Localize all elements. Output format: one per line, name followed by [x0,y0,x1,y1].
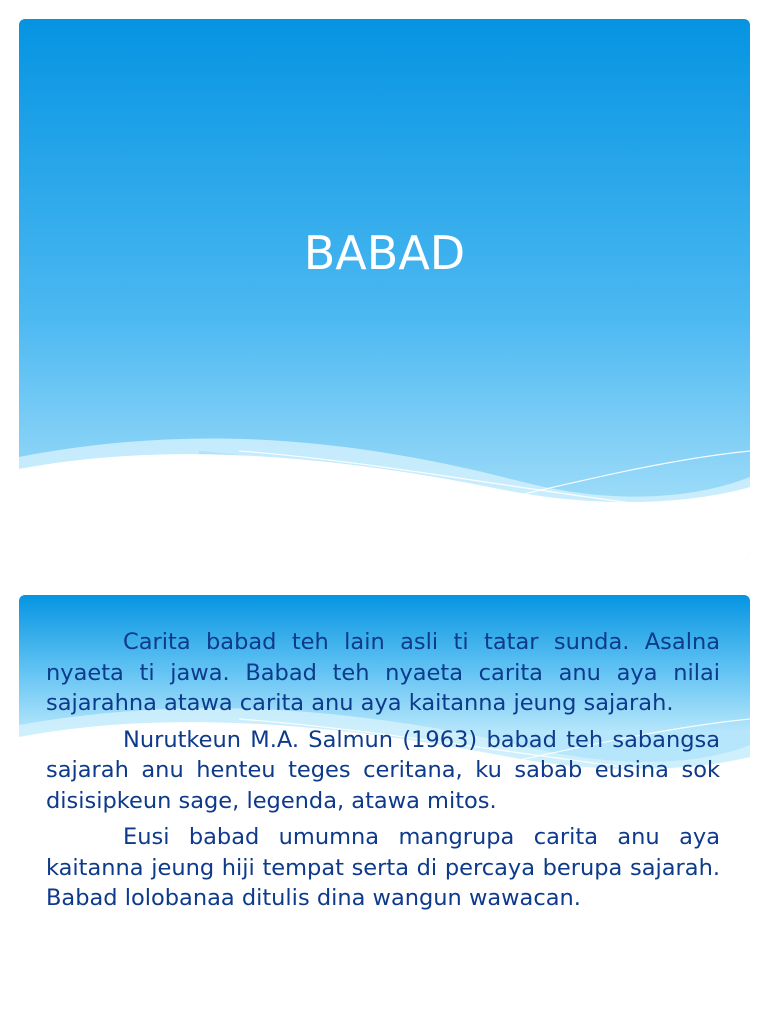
paragraph-3: Eusi babad umumna mangrupa carita anu aya kaitanna jeung hiji tempat serta di percaya berupa sajarah. Babad lolobanaa ditulis dina wangun wawacan. [46,824,720,911]
wave-background [19,19,750,558]
body-text [46,627,720,920]
slide-title: BABAD [303,226,466,280]
title-slide [19,19,750,558]
paragraph-2: Nurutkeun M.A. Salmun (1963) babad teh sabangsa sajarah anu henteu teges ceritana, ku sabab eusina sok disisipkeun sage, legenda, atawa mitos. [46,726,720,814]
content-slide [19,595,750,1024]
paragraph-1: Carita babad teh lain asli ti tatar sunda. Asalna nyaeta ti jawa. Babad teh nyaeta carita anu aya nilai sajarahna atawa carita anu aya kaitanna jeung sajarah. [46,629,720,716]
